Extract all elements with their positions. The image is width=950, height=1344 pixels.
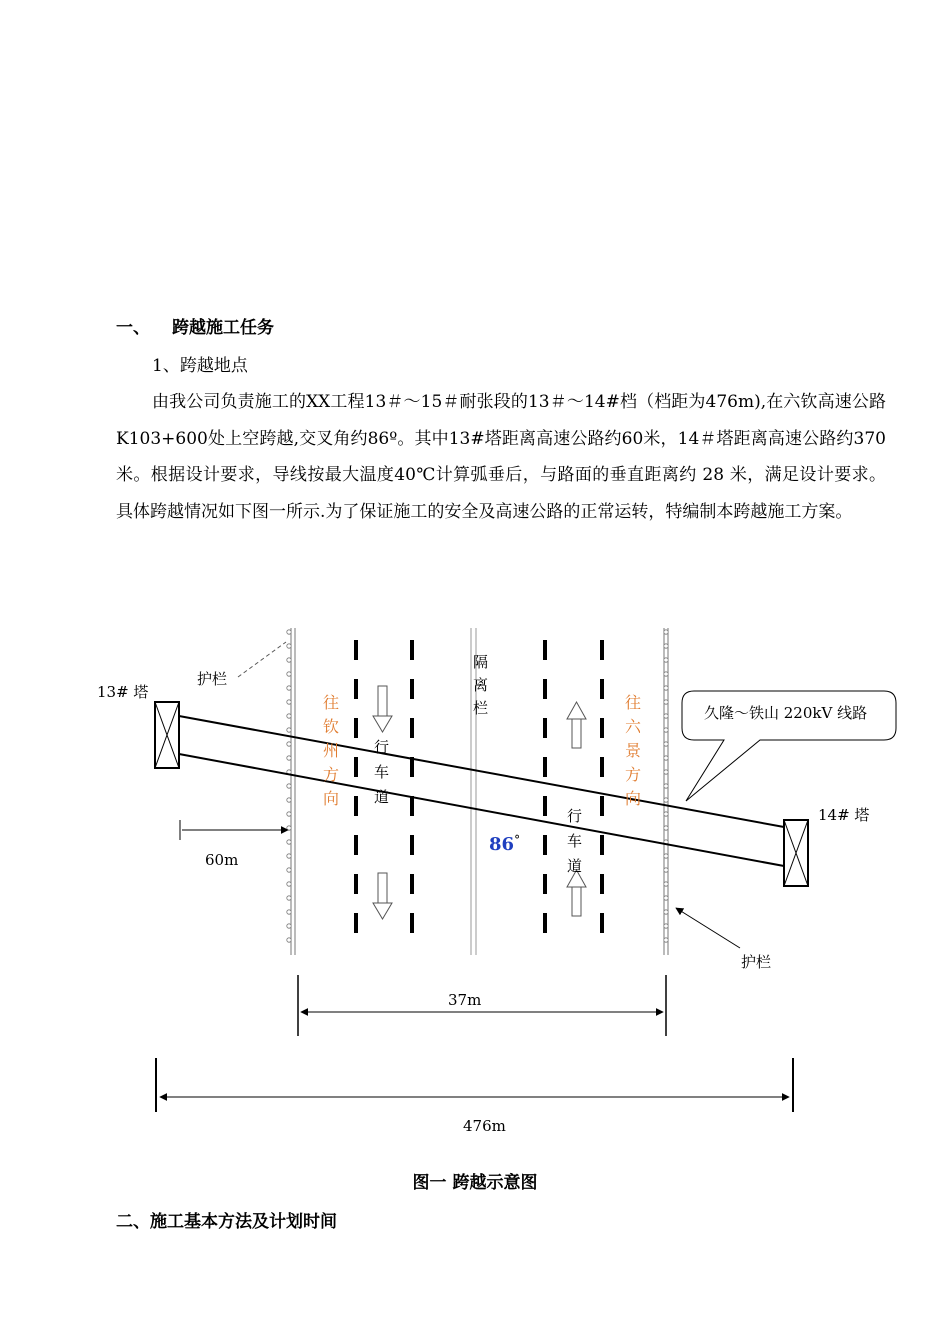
arrow-up-2 [567, 870, 586, 916]
lane-dash [543, 718, 547, 738]
lane-dash [410, 718, 414, 738]
guardrail-post [287, 644, 291, 648]
svg-text:行: 行 [374, 738, 390, 756]
line-callout-label: 久隆～铁山 220kV 线路 [704, 704, 868, 722]
svg-text:方: 方 [323, 765, 340, 784]
guardrail-post [664, 896, 668, 900]
guardrail-post [287, 840, 291, 844]
svg-text:州: 州 [323, 741, 340, 760]
guardrail-post [664, 630, 668, 634]
direction-liujing [625, 693, 642, 808]
section1-paragraph: 由我公司负责施工的XX工程13＃～15＃耐张段的13＃～14#档（档距为476m),在六钦高速公路K103+600处上空跨越,交叉角约86º。其中13#塔距离高速公路约60米，14＃塔距离高速公路约370米。根据设计要求，导线按最大温度40℃计算弧垂后，与路面的垂直距离约 28 米，满足设计要求。具体跨越情况如下图一所示.为了保证施工的安全及高速公路的正常运转，特编制本跨越施工方案。 [116, 392, 886, 522]
arrow-down-2 [373, 873, 392, 919]
guardrail-post [287, 742, 291, 746]
guardrail-post [287, 910, 291, 914]
guardrail-post [287, 812, 291, 816]
lane-dash [600, 718, 604, 738]
svg-text:钦: 钦 [323, 717, 340, 736]
lane-dash [354, 718, 358, 738]
guardrail-post [664, 924, 668, 928]
lane-dash [543, 640, 547, 660]
guardrail-post [664, 784, 668, 788]
lane-dash [354, 796, 358, 816]
lane-dash [543, 913, 547, 933]
lane-dash [410, 679, 414, 699]
lane-dash [600, 913, 604, 933]
section1-subheading: 1、跨越地点 [152, 356, 248, 376]
arrow-down-1 [373, 686, 392, 732]
tower-14-label: 14# 塔 [818, 806, 870, 824]
lane-dash [410, 640, 414, 660]
lane-dash [543, 835, 547, 855]
svg-text:方: 方 [625, 765, 642, 784]
guardrail-post [664, 728, 668, 732]
lane-dash [354, 913, 358, 933]
guardrail-post [664, 854, 668, 858]
guardrail-post [664, 910, 668, 914]
tower-13-label: 13# 塔 [97, 683, 149, 701]
guardrail-pointer-bottom [676, 908, 740, 948]
lane-dash [600, 874, 604, 894]
section1-title: 跨越施工任务 [172, 318, 274, 338]
lane-dash [354, 835, 358, 855]
lane-label-left [374, 738, 389, 806]
crossing-angle: 86° [489, 833, 521, 855]
figure-caption: 图一 跨越示意图 [412, 1173, 538, 1193]
lane-dash [354, 874, 358, 894]
svg-text:栏: 栏 [473, 699, 489, 717]
guardrail-post [287, 938, 291, 942]
svg-text:往: 往 [625, 693, 642, 712]
guardrail-post [287, 784, 291, 788]
svg-text:车: 车 [374, 763, 390, 781]
svg-text:往: 往 [323, 693, 340, 712]
lane-dash [543, 679, 547, 699]
lane-dash [354, 679, 358, 699]
guardrail-post [664, 798, 668, 802]
guardrail-post [664, 658, 668, 662]
lane-dash [410, 874, 414, 894]
svg-text:离: 离 [473, 676, 489, 694]
guardrail-post [664, 714, 668, 718]
section1-number: 一、 [116, 318, 150, 338]
guardrail-post [664, 812, 668, 816]
svg-text:景: 景 [625, 741, 642, 760]
svg-text:行: 行 [567, 807, 583, 825]
lane-dash [410, 913, 414, 933]
svg-text:隔: 隔 [473, 653, 489, 671]
dim-37-label: 37m [448, 991, 482, 1009]
guardrail-post [287, 728, 291, 732]
lane-dash [600, 796, 604, 816]
guardrail-right [664, 628, 668, 955]
guardrail-post [287, 924, 291, 928]
guardrail-post [287, 686, 291, 690]
section2-heading: 二、施工基本方法及计划时间 [116, 1212, 337, 1232]
arrow-up-1 [567, 702, 586, 748]
guardrail-post [664, 770, 668, 774]
guardrail-post [664, 826, 668, 830]
guardrail-post [664, 700, 668, 704]
guardrail-post [664, 938, 668, 942]
lane-dash [354, 757, 358, 777]
guardrail-post [287, 658, 291, 662]
svg-text:向: 向 [323, 789, 340, 808]
dim-476-label: 476m [463, 1117, 506, 1135]
svg-text:六: 六 [625, 717, 642, 736]
dim-60-label: 60m [205, 851, 239, 869]
lane-dash [543, 874, 547, 894]
lane-dash [410, 835, 414, 855]
lane-dash [600, 640, 604, 660]
svg-text:道: 道 [567, 857, 583, 875]
guardrail-post [287, 756, 291, 760]
lane-dash [600, 679, 604, 699]
guardrail-post [664, 868, 668, 872]
guardrail-post [287, 882, 291, 886]
guardrail-post [287, 714, 291, 718]
guardrail-post [664, 672, 668, 676]
lane-label-right [567, 807, 582, 875]
tower-14-symbol [784, 820, 808, 886]
lane-dash [543, 757, 547, 777]
lane-dash [600, 757, 604, 777]
guardrail-post [287, 630, 291, 634]
lane-dash [410, 796, 414, 816]
guardrail-post [287, 798, 291, 802]
guardrail-label-bottom: 护栏 [741, 953, 772, 971]
guardrail-post [287, 672, 291, 676]
guardrail-post [287, 896, 291, 900]
lane-dash [543, 796, 547, 816]
tower-13-symbol [155, 702, 179, 768]
guardrail-post [287, 854, 291, 858]
guardrail-post [664, 882, 668, 886]
lane-dash [354, 640, 358, 660]
guardrail-post [664, 644, 668, 648]
direction-qinzhou [323, 693, 339, 808]
svg-text:向: 向 [625, 789, 642, 808]
guardrail-left [287, 628, 295, 955]
svg-text:道: 道 [374, 788, 390, 806]
lane-dash [600, 835, 604, 855]
svg-text:车: 车 [567, 832, 583, 850]
guardrail-post [287, 868, 291, 872]
guardrail-label-top: 护栏 [197, 670, 228, 688]
median-label [473, 653, 488, 717]
guardrail-post [664, 756, 668, 760]
guardrail-post [664, 686, 668, 690]
guardrail-post [287, 700, 291, 704]
guardrail-post [664, 742, 668, 746]
